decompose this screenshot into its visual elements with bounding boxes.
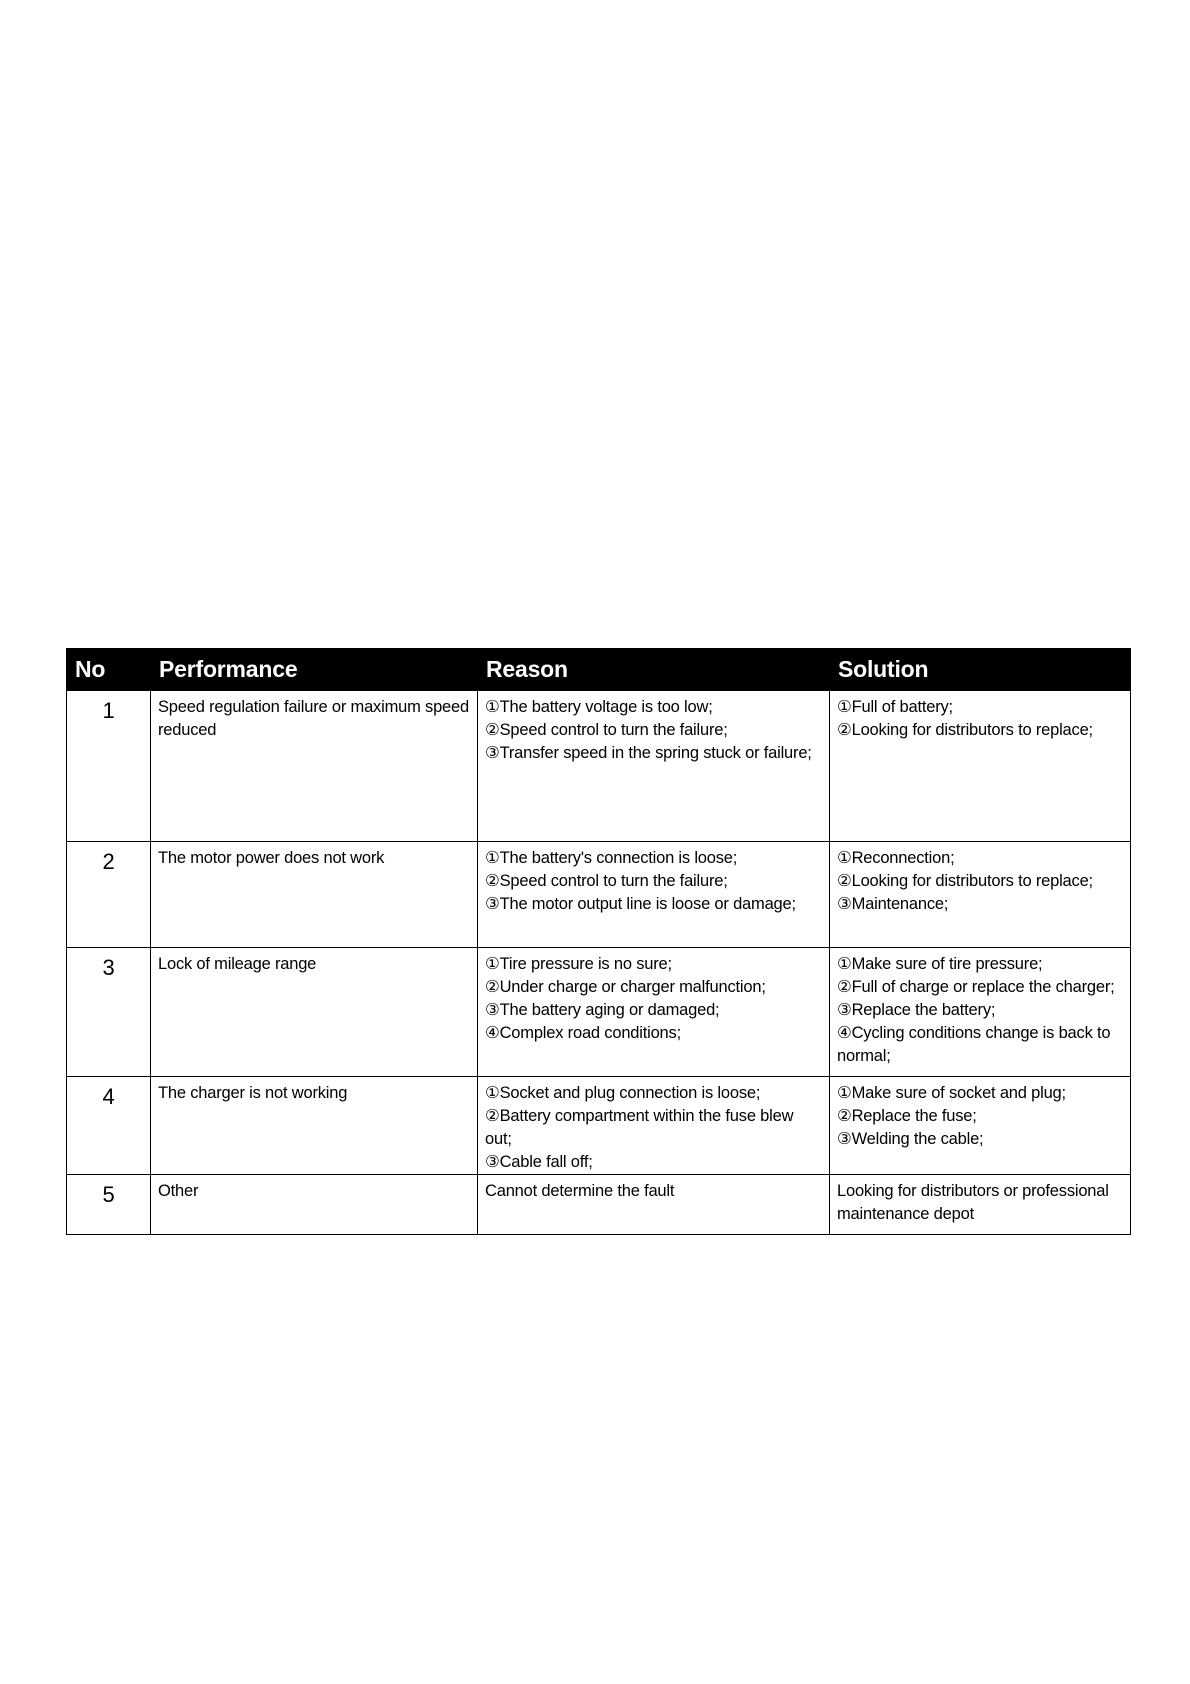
solution-cell: [830, 1175, 1131, 1235]
row-number: 2: [67, 842, 151, 948]
reason-line: ③Transfer speed in the spring stuck or failure;: [485, 744, 812, 762]
reason-line: Cannot determine the fault: [485, 1182, 675, 1200]
table-row: [67, 691, 1131, 842]
solution-cell: [830, 691, 1131, 842]
performance-cell: Lock of mileage range: [151, 948, 478, 1077]
reason-cell: [478, 948, 830, 1077]
reason-line: ③The battery aging or damaged;: [485, 1001, 720, 1019]
table-header-row: [67, 649, 1131, 691]
troubleshooting-table: [66, 648, 1131, 1235]
solution-line: ③Replace the battery;: [837, 1001, 996, 1019]
row-number: 5: [67, 1175, 151, 1235]
reason-cell: [478, 842, 830, 948]
reason-line: ③Cable fall off;: [485, 1153, 593, 1171]
reason-cell: [478, 691, 830, 842]
reason-line: ①Tire pressure is no sure;: [485, 955, 672, 973]
solution-line: ②Looking for distributors to replace;: [837, 872, 1093, 890]
reason-line: ②Speed control to turn the failure;: [485, 872, 728, 890]
solution-line: ②Looking for distributors to replace;: [837, 721, 1093, 739]
header-performance: Performance: [151, 649, 478, 691]
table-row: [67, 948, 1131, 1077]
reason-line: ①The battery's connection is loose;: [485, 849, 738, 867]
reason-cell: [478, 1175, 830, 1235]
solution-line: ③Welding the cable;: [837, 1130, 984, 1148]
solution-cell: [830, 948, 1131, 1077]
reason-line: ③The motor output line is loose or damage;: [485, 895, 796, 913]
reason-cell: [478, 1077, 830, 1175]
table-row: [67, 1077, 1131, 1175]
solution-line: ②Full of charge or replace the charger;: [837, 978, 1115, 996]
reason-line: ②Under charge or charger malfunction;: [485, 978, 766, 996]
troubleshooting-table-container: [66, 648, 1130, 1235]
performance-cell: Other: [151, 1175, 478, 1235]
reason-line: ①The battery voltage is too low;: [485, 698, 713, 716]
reason-line: ②Speed control to turn the failure;: [485, 721, 728, 739]
solution-line: Looking for distributors or professional maintenance depot: [837, 1182, 1109, 1223]
header-no: No: [67, 649, 151, 691]
solution-cell: [830, 1077, 1131, 1175]
solution-line: ①Reconnection;: [837, 849, 955, 867]
solution-line: ④Cycling conditions change is back to normal;: [837, 1024, 1111, 1065]
solution-line: ③Maintenance;: [837, 895, 949, 913]
solution-cell: [830, 842, 1131, 948]
table-row: [67, 842, 1131, 948]
performance-cell: The charger is not working: [151, 1077, 478, 1175]
performance-cell: Speed regulation failure or maximum speed reduced: [151, 691, 478, 842]
solution-line: ①Full of battery;: [837, 698, 953, 716]
row-number: 3: [67, 948, 151, 1077]
table-row: [67, 1175, 1131, 1235]
solution-line: ①Make sure of tire pressure;: [837, 955, 1043, 973]
row-number: 4: [67, 1077, 151, 1175]
header-solution: Solution: [830, 649, 1131, 691]
reason-line: ④Complex road conditions;: [485, 1024, 681, 1042]
reason-line: ②Battery compartment within the fuse blew out;: [485, 1107, 794, 1148]
row-number: 1: [67, 691, 151, 842]
solution-line: ①Make sure of socket and plug;: [837, 1084, 1066, 1102]
solution-line: ②Replace the fuse;: [837, 1107, 977, 1125]
header-reason: Reason: [478, 649, 830, 691]
performance-cell: The motor power does not work: [151, 842, 478, 948]
reason-line: ①Socket and plug connection is loose;: [485, 1084, 761, 1102]
